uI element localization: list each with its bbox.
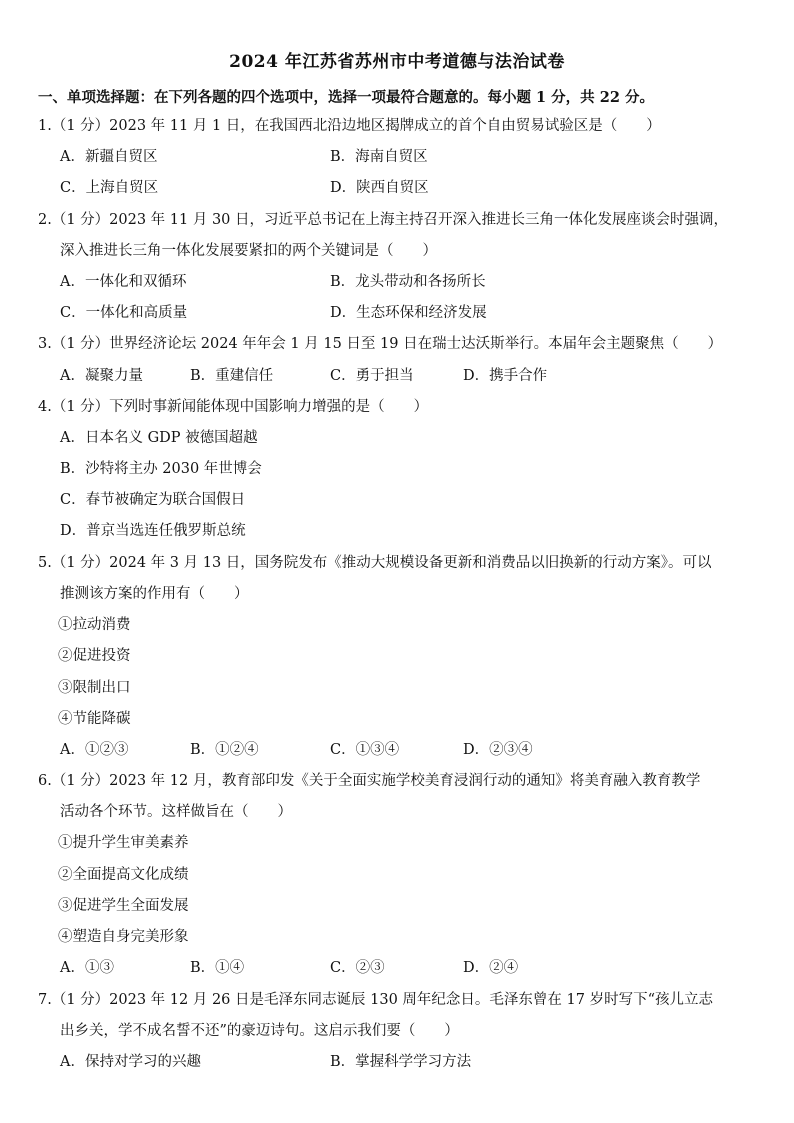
statement-item: ③促进学生全面发展 <box>58 898 189 914</box>
option-d: D．②④ <box>463 960 519 976</box>
option-c: C．①③④ <box>330 742 400 758</box>
option-a: A．①③ <box>60 960 114 976</box>
question-stem: 1.（1 分）2023 年 11 月 1 日，在我国西北沿边地区揭牌成立的首个自由贸易试验区是（ ） <box>38 118 661 134</box>
question-stem: 3.（1 分）世界经济论坛 2024 年年会 1 月 15 日至 19 日在瑞士达沃斯举行。本届年会主题聚焦（ ） <box>38 336 723 352</box>
question-stem: 7.（1 分）2023 年 12 月 26 日是毛泽东同志诞辰 130 周年纪念日。毛泽东曾在 17 岁时写下“孩儿立志 <box>38 992 713 1008</box>
option-d: D．生态环保和经济发展 <box>330 305 487 321</box>
option-b: B．①④ <box>190 960 245 976</box>
question-stem-continued: 活动各个环节。这样做旨在（ ） <box>60 804 292 820</box>
option-d: D．携手合作 <box>463 368 548 384</box>
option-a: A．①②③ <box>60 742 129 758</box>
question-stem: 2.（1 分）2023 年 11 月 30 日，习近平总书记在上海主持召开深入推进长三角一体化发展座谈会时强调， <box>38 212 729 228</box>
question-stem: 4.（1 分）下列时事新闻能体现中国影响力增强的是（ ） <box>38 399 429 415</box>
option-a: A．日本名义 GDP 被德国超越 <box>60 430 258 446</box>
option-a: A．一体化和双循环 <box>60 274 187 290</box>
option-d: D．普京当选连任俄罗斯总统 <box>60 523 246 539</box>
statement-item: ④节能降碳 <box>58 711 131 727</box>
option-a: A．凝聚力量 <box>60 368 143 384</box>
option-a: A．保持对学习的兴趣 <box>60 1054 201 1070</box>
question-stem-continued: 出乡关，学不成名誓不还”的豪迈诗句。这启示我们要（ ） <box>60 1023 459 1039</box>
option-c: C．勇于担当 <box>330 368 414 384</box>
option-c: C．上海自贸区 <box>60 180 159 196</box>
statement-item: ②促进投资 <box>58 648 131 664</box>
statement-item: ①拉动消费 <box>58 617 131 633</box>
option-d: D．②③④ <box>463 742 533 758</box>
option-c: C．②③ <box>330 960 385 976</box>
option-b: B．重建信任 <box>190 368 274 384</box>
option-a: A．新疆自贸区 <box>60 149 158 165</box>
question-stem: 5.（1 分）2024 年 3 月 13 日，国务院发布《推动大规模设备更新和消费品以旧换新的行动方案》。可以 <box>38 555 712 571</box>
option-b: B．掌握科学学习方法 <box>330 1054 472 1070</box>
option-b: B．沙特将主办 2030 年世博会 <box>60 461 262 477</box>
question-stem-continued: 深入推进长三角一体化发展要紧扣的两个关键词是（ ） <box>60 243 437 259</box>
option-b: B．①②④ <box>190 742 259 758</box>
statement-item: ③限制出口 <box>58 680 131 696</box>
option-c: C．春节被确定为联合国假日 <box>60 492 246 508</box>
page-title: 2024 年江苏省苏州市中考道德与法治试卷 <box>229 52 565 72</box>
statement-item: ①提升学生审美素养 <box>58 835 189 851</box>
statement-item: ④塑造自身完美形象 <box>58 929 189 945</box>
option-b: B．海南自贸区 <box>330 149 428 165</box>
option-b: B．龙头带动和各扬所长 <box>330 274 486 290</box>
section-heading: 一、单项选择题：在下列各题的四个选项中，选择一项最符合题意的。每小题 1 分，共 22 分。 <box>38 89 654 106</box>
question-stem: 6.（1 分）2023 年 12 月，教育部印发《关于全面实施学校美育浸润行动的通知》将美育融入教育教学 <box>38 773 701 789</box>
question-stem-continued: 推测该方案的作用有（ ） <box>60 586 249 602</box>
statement-item: ②全面提高文化成绩 <box>58 867 189 883</box>
option-d: D．陕西自贸区 <box>330 180 429 196</box>
option-c: C．一体化和高质量 <box>60 305 188 321</box>
